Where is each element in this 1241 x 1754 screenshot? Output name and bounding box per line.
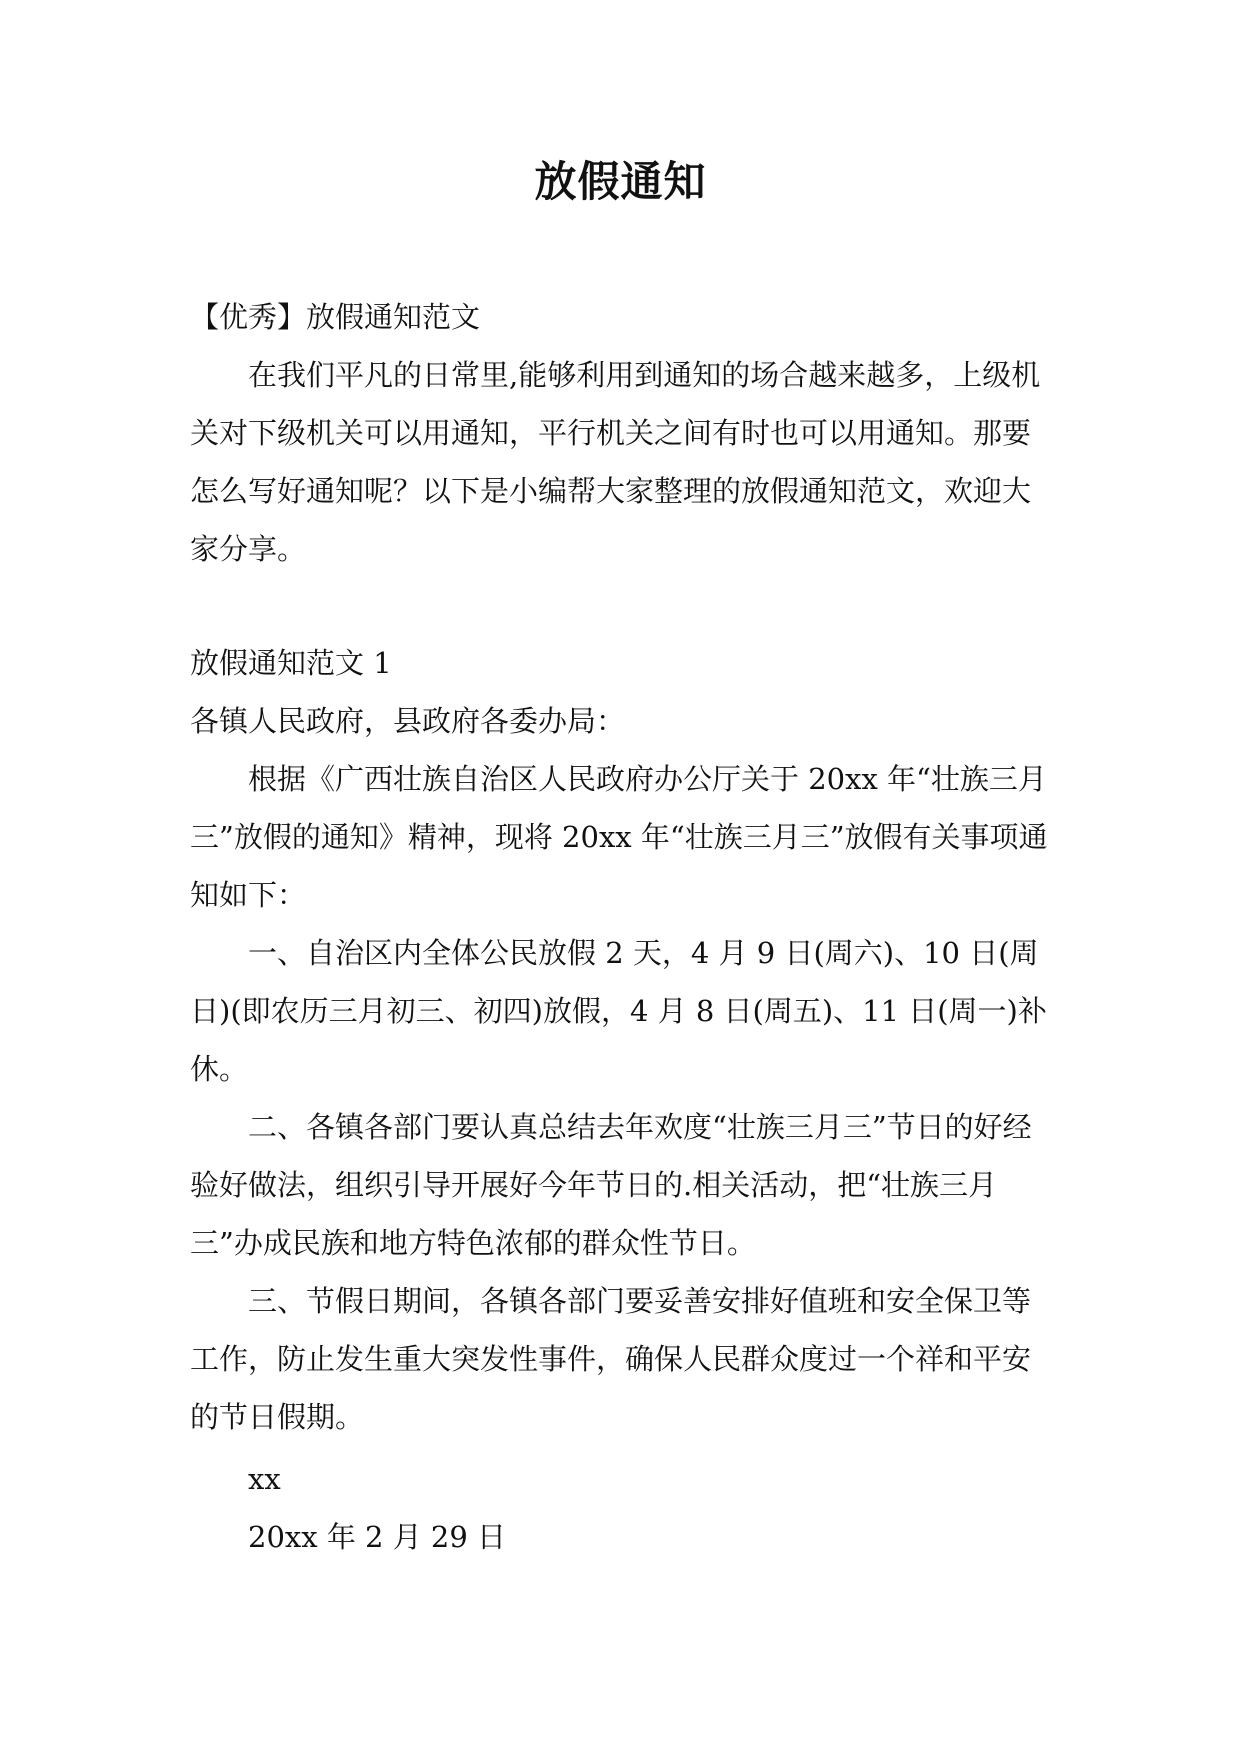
notice-paragraph-3: 二、各镇各部门要认真总结去年欢度“壮族三月三”节日的好经验好做法，组织引导开展好今年节日的.相关活动，把“壮族三月三”办成民族和地方特色浓郁的群众性节日。: [190, 1110, 1032, 1260]
intro-paragraph: 在我们平凡的日常里,能够利用到通知的场合越来越多，上级机关对下级机关可以用通知，平行机关之间有时也可以用通知。那要怎么写好通知呢？以下是小编帮大家整理的放假通知范文，欢迎大家分享。: [190, 358, 1041, 566]
sample-heading: 放假通知范文 1: [190, 646, 392, 680]
notice-paragraph-2: 一、自治区内全体公民放假 2 天，4 月 9 日(周六)、10 日(周日)(即农历三月初三、初四)放假，4 月 8 日(周五)、11 日(周一)补休。: [190, 936, 1047, 1086]
section-gap: [190, 578, 1052, 634]
document-title: 放假通知: [534, 157, 707, 206]
notice-paragraph-4: 三、节假日期间，各镇各部门要妥善安排好值班和安全保卫等工作，防止发生重大突发性事件，确保人民群众度过一个祥和平安的节日假期。: [190, 1284, 1032, 1434]
notice-paragraph-1: 根据《广西壮族自治区人民政府办公厅关于 20xx 年“壮族三月三”放假的通知》精神，现将 20xx 年“壮族三月三”放假有关事项通知如下：: [190, 762, 1048, 912]
document-subtitle: 【优秀】放假通知范文: [190, 300, 481, 334]
salutation: 各镇人民政府，县政府各委办局：: [190, 704, 626, 738]
signature: xx: [248, 1462, 281, 1496]
document-body: [190, 288, 1052, 1566]
signature-date: 20xx 年 2 月 29 日: [248, 1520, 507, 1554]
